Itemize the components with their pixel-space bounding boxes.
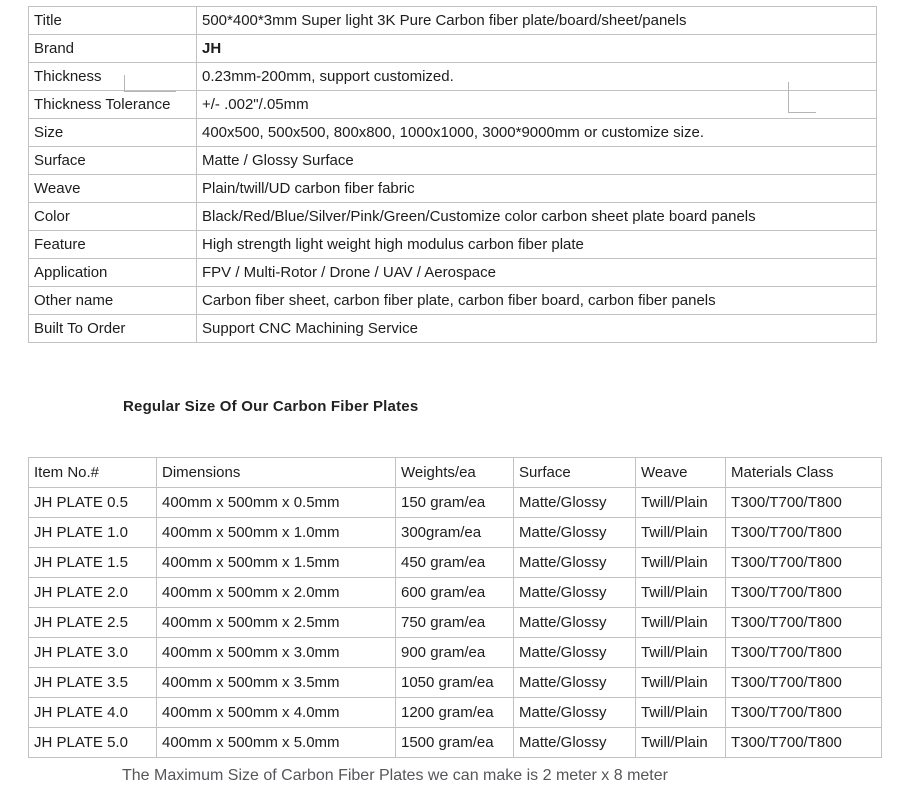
size-table-cell: 300gram/ea	[396, 518, 514, 548]
spec-row	[29, 287, 877, 315]
size-table-cell: Matte/Glossy	[514, 668, 636, 698]
size-table-cell: JH PLATE 3.5	[29, 668, 157, 698]
size-table-cell: JH PLATE 5.0	[29, 728, 157, 758]
size-table-cell: T300/T700/T800	[726, 578, 882, 608]
spec-value: +/- .002"/.05mm	[197, 91, 877, 119]
spec-row	[29, 63, 877, 91]
size-column-header: Item No.#	[29, 458, 157, 488]
size-table-cell: Twill/Plain	[636, 518, 726, 548]
spec-value: Carbon fiber sheet, carbon fiber plate, carbon fiber board, carbon fiber panels	[197, 287, 877, 315]
size-column-header: Weave	[636, 458, 726, 488]
size-table-cell: 400mm x 500mm x 1.5mm	[157, 548, 396, 578]
size-table-cell: Twill/Plain	[636, 578, 726, 608]
size-table-cell: JH PLATE 3.0	[29, 638, 157, 668]
size-table-row	[29, 728, 882, 758]
size-table-cell: 600 gram/ea	[396, 578, 514, 608]
size-table-cell: Twill/Plain	[636, 608, 726, 638]
size-table-row	[29, 548, 882, 578]
size-table-cell: 150 gram/ea	[396, 488, 514, 518]
spec-row	[29, 35, 877, 63]
size-table-cell: JH PLATE 1.0	[29, 518, 157, 548]
size-table-cell: Matte/Glossy	[514, 728, 636, 758]
spec-row	[29, 203, 877, 231]
spec-label: Feature	[29, 231, 197, 259]
size-table-cell: Matte/Glossy	[514, 608, 636, 638]
spec-label: Built To Order	[29, 315, 197, 343]
spec-label: Surface	[29, 147, 197, 175]
size-table-cell: JH PLATE 1.5	[29, 548, 157, 578]
size-table-row	[29, 668, 882, 698]
size-table-cell: Matte/Glossy	[514, 518, 636, 548]
size-table-cell: JH PLATE 4.0	[29, 698, 157, 728]
spec-row	[29, 7, 877, 35]
spec-row	[29, 315, 877, 343]
size-table-cell: 400mm x 500mm x 2.5mm	[157, 608, 396, 638]
size-table-row	[29, 638, 882, 668]
size-table-cell: 400mm x 500mm x 4.0mm	[157, 698, 396, 728]
spec-value: 500*400*3mm Super light 3K Pure Carbon fiber plate/board/sheet/panels	[197, 7, 877, 35]
spec-label: Size	[29, 119, 197, 147]
size-table-row	[29, 608, 882, 638]
size-table-cell: 400mm x 500mm x 3.5mm	[157, 668, 396, 698]
size-column-header: Dimensions	[157, 458, 396, 488]
spec-row	[29, 119, 877, 147]
size-table-cell: 400mm x 500mm x 0.5mm	[157, 488, 396, 518]
spec-label: Weave	[29, 175, 197, 203]
spec-value: FPV / Multi-Rotor / Drone / UAV / Aerospace	[197, 259, 877, 287]
size-table-cell: Matte/Glossy	[514, 548, 636, 578]
size-table-row	[29, 578, 882, 608]
spec-row	[29, 231, 877, 259]
size-table-cell: Twill/Plain	[636, 548, 726, 578]
spec-value: Support CNC Machining Service	[197, 315, 877, 343]
spec-value: 400x500, 500x500, 800x800, 1000x1000, 3000*9000mm or customize size.	[197, 119, 877, 147]
size-table-cell: Twill/Plain	[636, 668, 726, 698]
stray-border-mark	[788, 82, 789, 113]
regular-size-table	[28, 457, 882, 758]
size-table-cell: Matte/Glossy	[514, 488, 636, 518]
size-table-cell: Matte/Glossy	[514, 638, 636, 668]
size-table-cell: T300/T700/T800	[726, 488, 882, 518]
size-table-row	[29, 698, 882, 728]
stray-border-mark	[124, 91, 176, 92]
spec-value: High strength light weight high modulus carbon fiber plate	[197, 231, 877, 259]
size-table-cell: 400mm x 500mm x 1.0mm	[157, 518, 396, 548]
size-table-cell: T300/T700/T800	[726, 668, 882, 698]
size-table-cell: T300/T700/T800	[726, 698, 882, 728]
spec-label: Thickness	[29, 63, 197, 91]
spec-label: Thickness Tolerance	[29, 91, 197, 119]
size-table-cell: T300/T700/T800	[726, 518, 882, 548]
size-table-cell: 450 gram/ea	[396, 548, 514, 578]
spec-label: Application	[29, 259, 197, 287]
spec-label: Title	[29, 7, 197, 35]
size-table-cell: Twill/Plain	[636, 728, 726, 758]
spec-row	[29, 259, 877, 287]
spec-label: Other name	[29, 287, 197, 315]
size-table-cell: 1500 gram/ea	[396, 728, 514, 758]
size-table-cell: T300/T700/T800	[726, 728, 882, 758]
size-table-cell: 400mm x 500mm x 2.0mm	[157, 578, 396, 608]
size-table-cell: JH PLATE 2.0	[29, 578, 157, 608]
spec-value: 0.23mm-200mm, support customized.	[197, 63, 877, 91]
size-table-cell: JH PLATE 2.5	[29, 608, 157, 638]
size-column-header: Materials Class	[726, 458, 882, 488]
size-table-cell: 400mm x 500mm x 5.0mm	[157, 728, 396, 758]
section-heading: Regular Size Of Our Carbon Fiber Plates	[123, 398, 419, 415]
size-table-row	[29, 488, 882, 518]
size-table-cell: Matte/Glossy	[514, 578, 636, 608]
size-table-cell: Matte/Glossy	[514, 698, 636, 728]
product-spec-table	[28, 6, 877, 343]
size-table-cell: T300/T700/T800	[726, 608, 882, 638]
spec-row	[29, 147, 877, 175]
stray-border-mark	[124, 75, 125, 92]
size-table-row	[29, 518, 882, 548]
spec-value: Plain/twill/UD carbon fiber fabric	[197, 175, 877, 203]
spec-row	[29, 175, 877, 203]
size-table-cell: T300/T700/T800	[726, 548, 882, 578]
size-table-cell: 900 gram/ea	[396, 638, 514, 668]
size-table-cell: Twill/Plain	[636, 698, 726, 728]
stray-border-mark	[788, 112, 816, 113]
size-table-cell: 400mm x 500mm x 3.0mm	[157, 638, 396, 668]
size-column-header: Weights/ea	[396, 458, 514, 488]
spec-value: JH	[197, 35, 877, 63]
spec-label: Color	[29, 203, 197, 231]
spec-value: Black/Red/Blue/Silver/Pink/Green/Customize color carbon sheet plate board panels	[197, 203, 877, 231]
max-size-note: The Maximum Size of Carbon Fiber Plates we can make is 2 meter x 8 meter	[122, 767, 668, 784]
spec-label: Brand	[29, 35, 197, 63]
spec-row	[29, 91, 877, 119]
size-table-cell: T300/T700/T800	[726, 638, 882, 668]
size-table-cell: 1200 gram/ea	[396, 698, 514, 728]
size-column-header: Surface	[514, 458, 636, 488]
size-table-cell: JH PLATE 0.5	[29, 488, 157, 518]
size-table-cell: 1050 gram/ea	[396, 668, 514, 698]
size-table-header-row	[29, 458, 882, 488]
size-table-cell: 750 gram/ea	[396, 608, 514, 638]
spec-value: Matte / Glossy Surface	[197, 147, 877, 175]
size-table-cell: Twill/Plain	[636, 638, 726, 668]
size-table-cell: Twill/Plain	[636, 488, 726, 518]
